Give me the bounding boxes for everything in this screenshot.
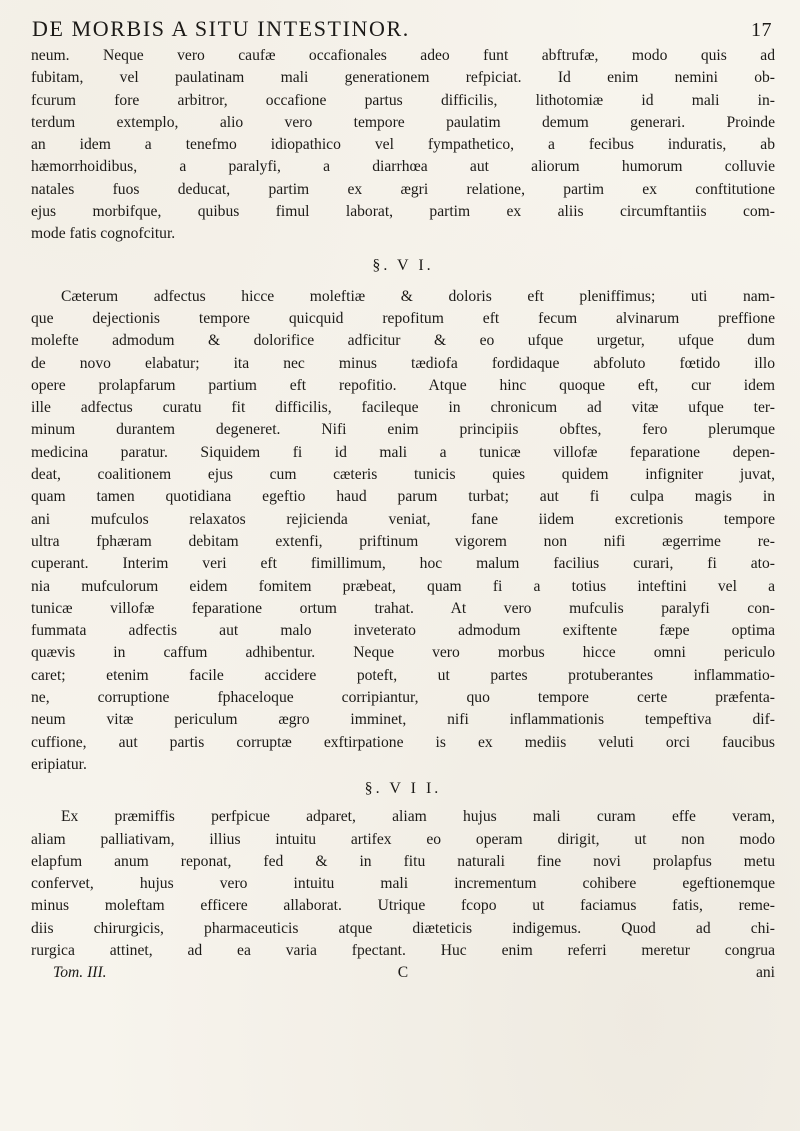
volume-mark: Tom. III. — [53, 964, 107, 982]
text-line: ne, corruptione fphaceloque corripiantur, quo tempore certe præfenta- — [31, 689, 775, 707]
text-line: aliam palliativam, illius intuitu artifex eo operam dirigit, ut non modo — [31, 830, 775, 848]
page-footer — [31, 962, 775, 984]
text-line: neum vitæ periculum ægro imminet, nifi inflammationis tempeftiva dif- — [31, 711, 775, 729]
text-line: an idem a tenefmo idiopathico vel fympathetico, a fecibus induratis, ab — [31, 136, 775, 154]
text-line: mode fatis cognofcitur. — [31, 225, 176, 243]
text-line: ani mufculos relaxatos rejicienda veniat, fane iidem excretionis tempore — [31, 510, 775, 528]
text-line: que dejectionis tempore quicquid repofitum eft fecum alvinarum preffione — [31, 309, 775, 327]
text-line: eripiatur. — [31, 755, 87, 773]
text-line: quævis in caffum adhibentur. Neque vero morbus hicce omni periculo — [31, 644, 775, 662]
running-title: DE MORBIS A SITU INTESTINOR. — [32, 16, 410, 41]
running-head — [32, 6, 772, 42]
text-line: elapfum anum reponat, fed & in fitu naturali fine novi prolapfus metu — [31, 852, 775, 870]
text-line: minum durantem degeneret. Nifi enim principiis obftes, fero plerumque — [31, 421, 775, 439]
text-line: opere prolapfarum partium eft repofitio. Atque hinc quoque eft, cur idem — [31, 376, 775, 394]
text-line: fummata adfectis aut malo inveterato admodum exiftente fæpe optima — [31, 622, 775, 640]
text-line: cuperant. Interim veri eft fimillimum, hoc malum facilius curari, fi ato- — [31, 555, 775, 573]
paragraph-2 — [31, 286, 775, 777]
text-line: fubitam, vel paulatinam mali generationem refpiciat. Id enim nemini ob- — [31, 69, 775, 87]
text-line: quam tamen quotidiana egeftio haud parum turbat; aut fi culpa magis in — [31, 488, 775, 506]
text-line: confervet, hujus vero intuitu mali incrementum cohibere egeftionemque — [31, 875, 775, 893]
section-heading-6: §. V I. — [372, 256, 434, 274]
text-line: caret; etenim facile accidere poteft, ut partes protuberantes inflammatio- — [31, 666, 775, 684]
text-line: ille adfectus curatu fit difficilis, facileque in chronicum ad vitæ ufque ter- — [31, 399, 775, 417]
text-block — [31, 45, 775, 984]
page-number: 17 — [751, 19, 772, 41]
text-line: deat, coalitionem ejus cum cæteris tunicis quies quidem infigniter juvat, — [31, 466, 775, 484]
text-line: de novo elabatur; ita nec minus tædiofa fordidaque abfoluto fœtido illo — [31, 354, 775, 372]
paragraph-3 — [31, 806, 775, 962]
text-line: minus moleftam efficere allaborat. Utrique fcopo ut faciamus fatis, reme- — [31, 897, 775, 915]
text-line: natales fuos deducat, partim ex ægri relatione, partim ex conftitutione — [31, 180, 775, 198]
text-line: diis chirurgicis, pharmaceuticis atque diæteticis indigemus. Quod ad chi- — [31, 919, 775, 937]
text-line: ejus morbifque, quibus fimul laborat, partim ex aliis circumftantiis com- — [31, 203, 775, 221]
text-line: molefte admodum & dolorifice adficitur & eo ufque urgetur, ufque dum — [31, 332, 775, 350]
text-line: terdum extemplo, alio vero tempore paulatim demum generari. Proinde — [31, 113, 775, 131]
text-line: rurgica attinet, ad ea varia fpectant. Huc enim referri meretur congrua — [31, 941, 775, 959]
text-line: nia mufculorum eidem fomitem præbeat, quam fi a totius inteftini vel a — [31, 577, 775, 595]
text-line: hæmorrhoidibus, a paralyfi, a diarrhœa aut aliorum humorum colluvie — [31, 158, 775, 176]
text-line: Cæterum adfectus hicce moleftiæ & doloris eft pleniffimus; uti nam- — [61, 287, 775, 305]
text-line: neum. Neque vero caufæ occafionales adeo funt abftrufæ, modo quis ad — [31, 47, 775, 64]
text-line: cuffione, aut partis corruptæ exftirpatione is ex mediis veluti orci faucibus — [31, 733, 775, 751]
text-line: fcurum fore arbitror, occafione partus difficilis, lithotomiæ id mali in- — [31, 91, 775, 109]
signature-mark: C — [397, 964, 409, 982]
paragraph-1 — [31, 45, 775, 246]
text-line: tunicæ villofæ feparatione ortum trahat. At vero mufculis paralyfi con- — [31, 599, 775, 617]
section-heading-7: §. V I I. — [364, 780, 442, 798]
text-line: ultra fphæram debitam extenfi, priftinum vigorem non nifi ægerrime re- — [31, 532, 775, 550]
catchword: ani — [755, 964, 775, 982]
text-line: medicina paratur. Siquidem fi id mali a tunicæ villofæ feparatione depen- — [31, 443, 775, 461]
text-line: Ex præmiffis perfpicue adparet, aliam hujus mali curam effe veram, — [61, 808, 775, 826]
